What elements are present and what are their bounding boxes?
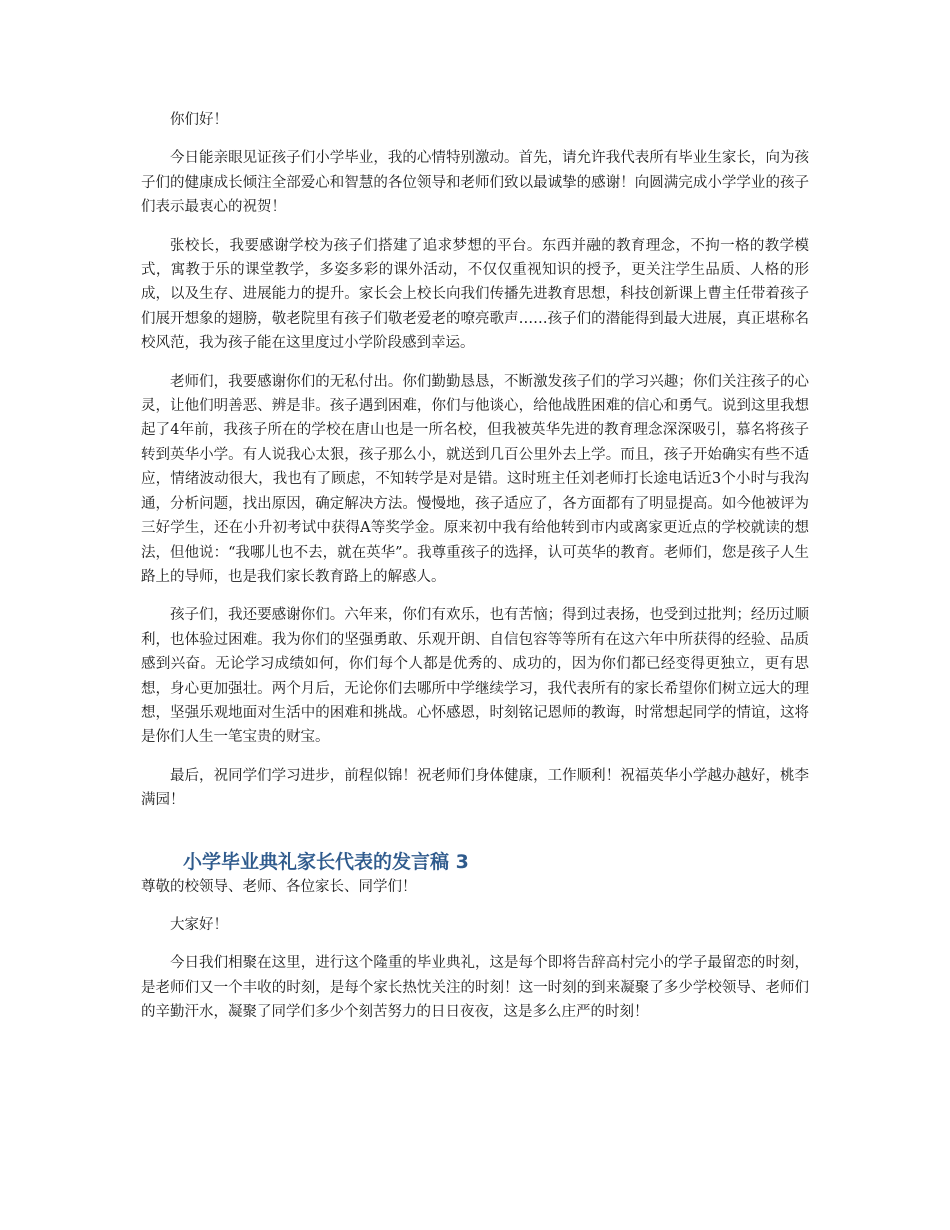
salutation: 尊敬的校领导、老师、各位家长、同学们！ bbox=[141, 878, 417, 895]
paragraph-1: 今日能亲眼见证孩子们小学毕业，我的心情特别激动。首先，请允许我代表所有毕业生家长，向为孩子们的健康成长倾注全部爱心和智慧的各位领导和老师们致以最诚挚的感谢！向圆满完成小学学业的孩子们表示最衷心的祝贺！ bbox=[141, 150, 809, 216]
greeting-2: 大家好！ bbox=[170, 916, 228, 933]
paragraph-3: 老师们，我要感谢你们的无私付出。你们勤勤恳恳，不断激发孩子们的学习兴趣；你们关注孩子的心灵，让他们明善恶、辨是非。孩子遇到困难，你们与他谈心，给他战胜困难的信心和勇气。说到这里我想起了4年前，我孩子所在的学校在唐山也是一所名校，但我被英华先进的教育理念深深吸引，慕名将孩子转到英华小学。有人说我心太狠，孩子那么小，就送到几百公里外去上学。而且，孩子开始确实有些不适应，情绪波动很大，我也有了顾虑，不知转学是对是错。这时班主任刘老师打长途电话近3个小时与我沟通，分析问题，找出原因，确定解决方法。慢慢地，孩子适应了，各方面都有了明显提高。如今他被评为三好学生，还在小升初考试中获得A等奖学金。原来初中我有给他转到市内或离家更近点的学校就读的想法，但他说：“我哪儿也不去，就在英华”。我尊重孩子的选择，认可英华的教育。老师们，您是孩子人生路上的导师，也是我们家长教育路上的解惑人。 bbox=[141, 373, 809, 585]
document-page bbox=[141, 108, 809, 1039]
paragraph-5: 最后，祝同学们学习进步，前程似锦！祝老师们身体健康，工作顺利！祝福英华小学越办越好，桃李满园！ bbox=[141, 767, 809, 809]
paragraph-6: 今日我们相聚在这里，进行这个隆重的毕业典礼，这是每个即将告辞高村完小的学子最留恋的时刻，是老师们又一个丰收的时刻，是每个家长热忱关注的时刻！这一时刻的到来凝聚了多少学校领导、老师们的辛勤汗水，凝聚了同学们多少个刻苦努力的日日夜夜，这是多么庄严的时刻！ bbox=[141, 955, 809, 1021]
greeting-1: 你们好！ bbox=[170, 112, 228, 128]
paragraph-4: 孩子们，我还要感谢你们。六年来，你们有欢乐，也有苦恼；得到过表扬，也受到过批判；经历过顺利，也体验过困难。我为你们的坚强勇敢、乐观开朗、自信包容等等所有在这六年中所获得的经验、品质感到兴奋。无论学习成绩如何，你们每个人都是优秀的、成功的，因为你们都已经变得更独立，更有思想，身心更加强壮。两个月后，无论你们去哪所中学继续学习，我代表所有的家长希望你们树立远大的理想，坚强乐观地面对生活中的困难和挑战。心怀感恩，时刻铭记恩师的教诲，时常想起同学的情谊，这将是你们人生一笔宝贵的财宝。 bbox=[141, 607, 809, 746]
paragraph-2: 张校长，我要感谢学校为孩子们搭建了追求梦想的平台。东西并融的教育理念，不拘一格的教学模式，寓教于乐的课堂教学，多姿多彩的课外活动，不仅仅重视知识的授予，更关注学生品质、人格的形成，以及生存、进展能力的提升。家长会上校长向我们传播先进教育思想，科技创新课上曹主任带着孩子们展开想象的翅膀，敬老院里有孩子们敬老爱老的嘹亮歌声……孩子们的潜能得到最大进展，真正堪称名校风范，我为孩子能在这里度过小学阶段感到幸运。 bbox=[141, 237, 809, 352]
section-heading: 小学毕业典礼家长代表的发言稿 3 bbox=[183, 850, 469, 873]
